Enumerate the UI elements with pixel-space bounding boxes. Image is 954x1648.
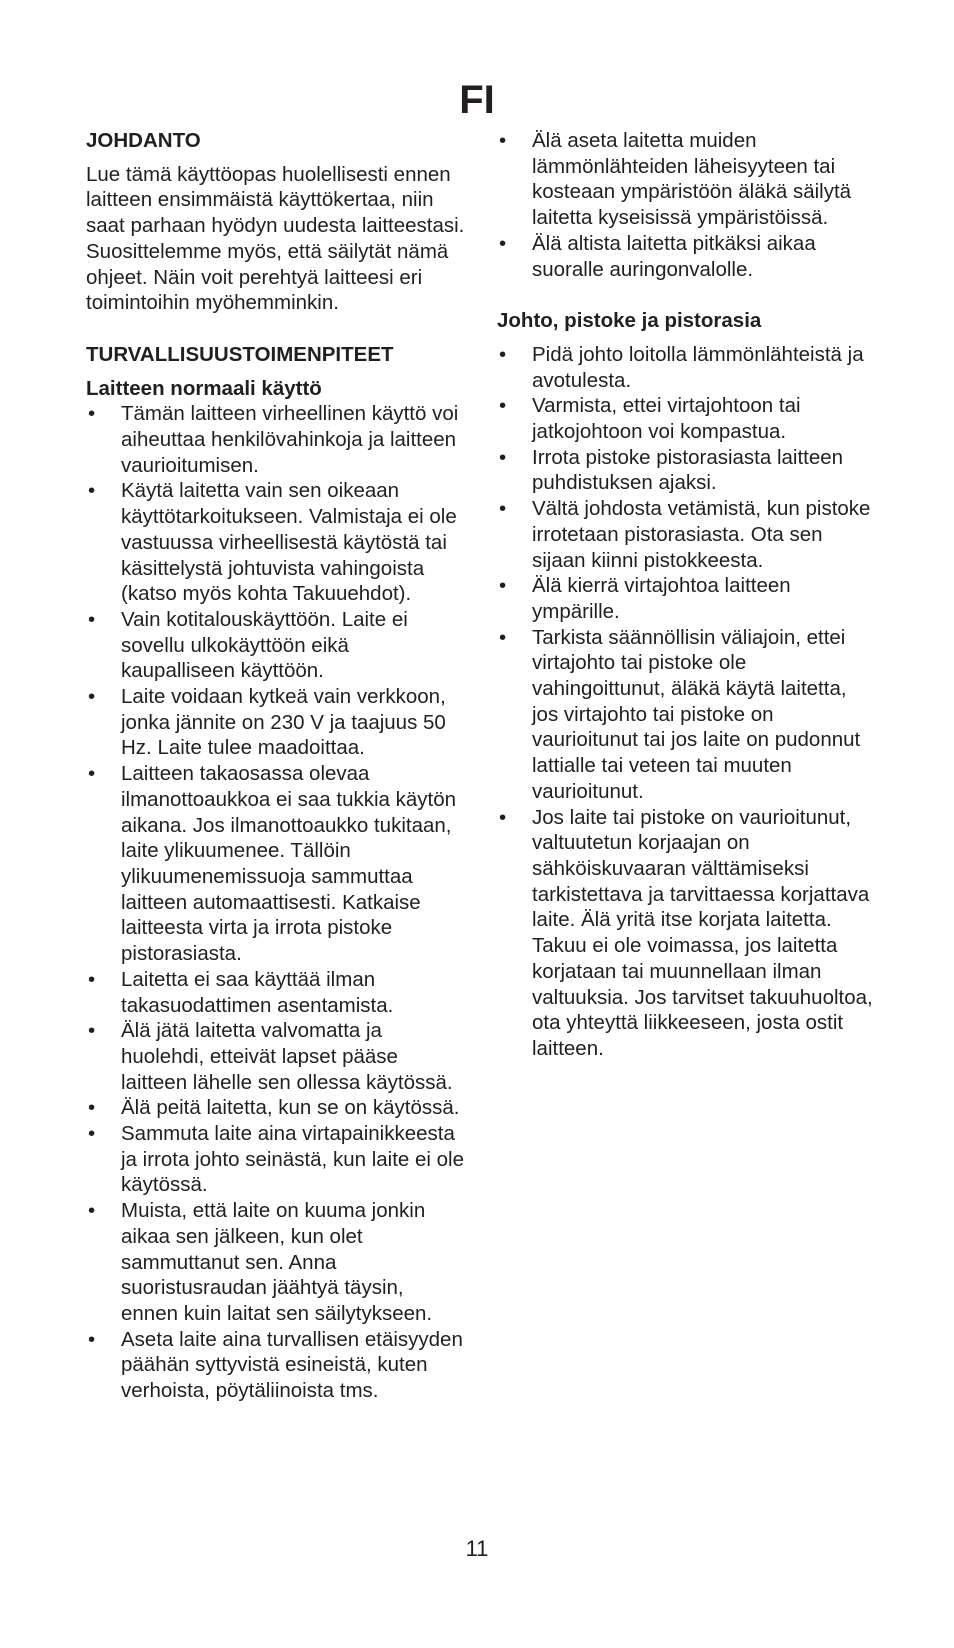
list-item (497, 342, 877, 393)
bullet-icon: • (499, 625, 507, 649)
list-item-text: Jos laite tai pistoke on vaurioitunut, valtuutetun korjaajan on sähköiskuvaaran välttämiseksi tarkistettava ja tarvittaessa korjattava laite. Älä yritä itse korjata laitetta. Takuu ei ole voimassa, jos laitetta korjataan tai muunnellaan ilman valtuuksia. Jos tarvitset takuuhuoltoa, ota yhteyttä liikkeeseen, josta ostit laitteen. (532, 805, 873, 1060)
list-item (86, 478, 466, 607)
list-item-text: Vain kotitalouskäyttöön. Laite ei sovellu ulkokäyttöön eikä kaupalliseen käyttöön. (121, 607, 408, 683)
list-item-text: Vältä johdosta vetämistä, kun pistoke irrotetaan pistorasiasta. Ota sen sijaan kiinni pistokkeesta. (532, 497, 871, 572)
environment-list (497, 128, 877, 282)
list-item-text: Varmista, ettei virtajohtoon tai jatkojohtoon voi kompastua. (532, 394, 801, 444)
bullet-icon: • (88, 1199, 96, 1223)
bullet-icon: • (499, 497, 507, 521)
list-item (497, 445, 877, 496)
list-item-text: Älä altista laitetta pitkäksi aikaa suoralle auringonvalolle. (532, 231, 816, 281)
language-code: FI (459, 78, 495, 122)
cord-list (497, 342, 877, 1062)
bullet-icon: • (499, 231, 507, 255)
left-column (86, 128, 466, 1404)
safety-heading: TURVALLISUUSTOIMENPITEET (86, 342, 394, 366)
list-item (86, 1018, 466, 1095)
list-item-text: Irrota pistoke pistorasiasta laitteen puhdistuksen ajaksi. (532, 445, 844, 495)
list-item (86, 967, 466, 1018)
bullet-icon: • (88, 607, 96, 631)
list-item (86, 1198, 466, 1327)
list-item (497, 625, 877, 805)
list-item-text: Tämän laitteen virheellinen käyttö voi aiheuttaa henkilövahinkoja ja laitteen vaurioitumisen. (121, 402, 459, 477)
bullet-icon: • (88, 762, 96, 786)
list-item (86, 607, 466, 684)
cord-heading: Johto, pistoke ja pistorasia (497, 309, 762, 333)
bullet-icon: • (499, 445, 507, 469)
list-item-text: Muista, että laite on kuuma jonkin aikaa sen jälkeen, kun olet sammuttanut sen. Anna suoristusraudan jäähtyä täysin, ennen kuin laitat sen säilytykseen. (121, 1199, 433, 1325)
bullet-icon: • (88, 685, 96, 709)
list-item-text: Älä kierrä virtajohtoa laitteen ympärille. (532, 574, 791, 623)
bullet-icon: • (88, 967, 96, 991)
right-column (497, 128, 877, 1062)
list-item (497, 231, 877, 282)
bullet-icon: • (88, 479, 96, 503)
list-item (497, 393, 877, 444)
bullet-icon: • (88, 1096, 96, 1120)
list-item-text: Sammuta laite aina virtapainikkeesta ja irrota johto seinästä, kun laite ei ole käytössä. (121, 1122, 465, 1197)
list-item (86, 1327, 466, 1404)
bullet-icon: • (88, 1122, 96, 1146)
normal-use-heading: Laitteen normaali käyttö (86, 376, 322, 400)
bullet-icon: • (88, 402, 96, 426)
list-item (86, 401, 466, 478)
bullet-icon: • (499, 805, 507, 829)
list-item-text: Älä peitä laitetta, kun se on käytössä. (121, 1096, 460, 1120)
list-item-text: Aseta laite aina turvallisen etäisyyden päähän syttyvistä esineistä, kuten verhoista, pöytäliinoista tms. (121, 1327, 463, 1403)
list-item (497, 128, 877, 231)
list-item (497, 805, 877, 1062)
intro-heading: JOHDANTO (86, 129, 201, 152)
list-item-text: Älä aseta laitetta muiden lämmönlähteiden läheisyyteen tai kosteaan ympäristöön äläkä säilytä laitetta kyseisissä ympäristöissä. (532, 129, 852, 230)
list-item-text: Pidä johto loitolla lämmönlähteistä ja avotulesta. (532, 342, 864, 392)
bullet-icon: • (88, 1327, 96, 1351)
list-item-text: Laitetta ei saa käyttää ilman takasuodattimen asentamista. (121, 967, 394, 1017)
bullet-icon: • (499, 394, 507, 418)
list-item (86, 1095, 466, 1121)
list-item (497, 573, 877, 624)
page-number: 11 (465, 1536, 489, 1561)
bullet-icon: • (499, 342, 507, 366)
list-item-text: Laite voidaan kytkeä vain verkkoon, jonka jännite on 230 V ja taajuus 50 Hz. Laite tulee maadoittaa. (121, 685, 446, 760)
list-item-text: Laitteen takaosassa olevaa ilmanottoaukkoa ei saa tukkia käytön aikana. Jos ilmanottoaukko tukitaan, laite ylikuumenee. Tällöin ylikuumenemissuoja sammuttaa laitteen automaattisesti. Katkaise laitteesta virta ja irrota pistoke pistorasiasta. (121, 762, 457, 966)
list-item (86, 1121, 466, 1198)
bullet-icon: • (499, 129, 507, 152)
list-item-text: Tarkista säännöllisin väliajoin, ettei virtajohto tai pistoke ole vahingoittunut, äläkä käytä laitetta, jos virtajohto tai pistoke on vaurioitunut tai jos laite on pudonnut lattialle tai veteen tai muuten vaurioitunut. (532, 625, 861, 803)
list-item-text: Käytä laitetta vain sen oikeaan käyttötarkoitukseen. Valmistaja ei ole vastuussa virheellisestä käytöstä tai käsittelystä johtuvista vahingoista (katso myös kohta Takuuehdot). (121, 479, 457, 606)
list-item (86, 684, 466, 761)
bullet-icon: • (88, 1019, 96, 1043)
normal-use-list (86, 401, 466, 1403)
list-item (497, 496, 877, 573)
list-item-text: Älä jätä laitetta valvomatta ja huolehdi, etteivät lapset pääse laitteen lähelle sen ollessa käytössä. (121, 1019, 453, 1094)
list-item (86, 761, 466, 967)
bullet-icon: • (499, 574, 507, 598)
intro-paragraph: Lue tämä käyttöopas huolellisesti ennen laitteen ensimmäistä käyttökertaa, niin saat parhaan hyödyn uudesta laitteestasi. Suosittelemme myös, että säilytät nämä ohjeet. Näin voit perehtyä laitteesi eri toimintoihin myöhemminkin. (86, 162, 465, 315)
